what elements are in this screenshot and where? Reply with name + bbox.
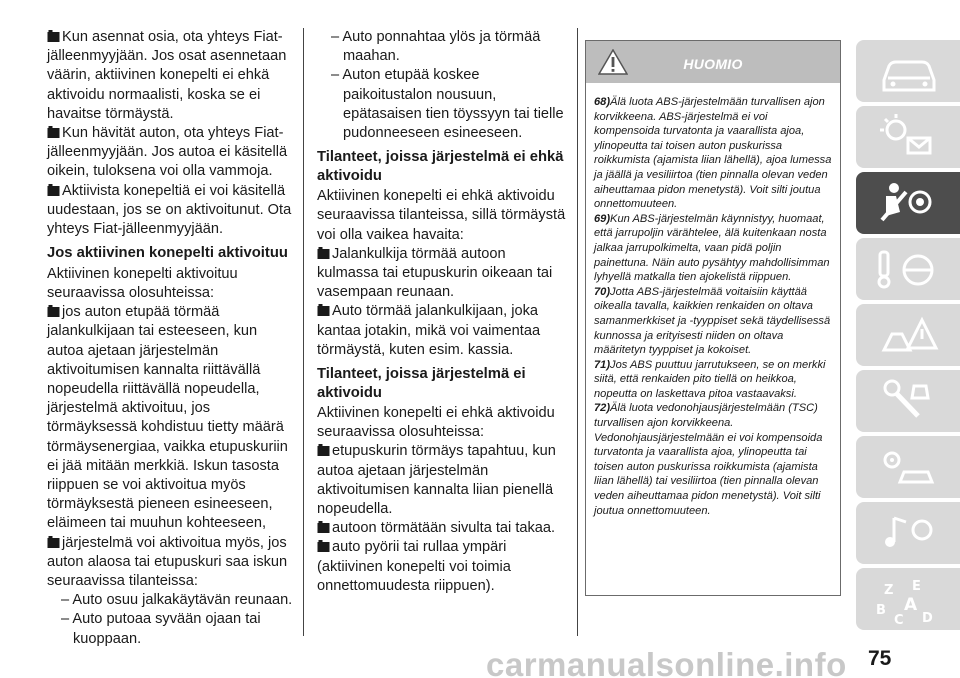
- column-divider: [577, 28, 578, 636]
- text-column-left: [47, 28, 295, 649]
- car-front-icon: [856, 40, 960, 102]
- paragraph: Aktiivinen konepelti aktivoituu seuraavissa olosuhteissa:: [47, 265, 238, 301]
- bullet-icon: [47, 305, 60, 317]
- paragraph: auto pyörii tai rullaa ympäri (aktiivinen konepelti voi toimia onnettomuudesta riippuen).: [317, 539, 511, 594]
- bullet-icon: [47, 184, 60, 196]
- warning-box: [585, 40, 841, 596]
- bullet-icon: [317, 304, 330, 316]
- paragraph: Aktiivista konepeltiä ei voi käsitellä uudestaan, jos se on aktivoitunut. Ota yhteys Fiat-jälleenmyyjään.: [47, 182, 292, 238]
- bullet-icon: [47, 30, 60, 42]
- bullet-icon: [317, 444, 330, 456]
- section-heading: Tilanteet, joissa järjestelmä ei ehkä aktivoidu: [317, 149, 564, 184]
- svg-text:C: C: [894, 613, 904, 628]
- warning-item: 70)Jotta ABS-järjestelmää voitaisiin käyttää oikealla tavalla, kaikkien renkaiden on oltava samanmerkkiset ja -tyyppiset sekä täydellisessä kunnossa ja erityisesti niiden on oltava määritetyn tyyppiset ja kokoiset.: [594, 285, 831, 357]
- section-heading: Tilanteet, joissa järjestelmä ei aktivoidu: [317, 366, 526, 401]
- tab-dashboard[interactable]: [856, 40, 960, 102]
- lights-icon: [856, 106, 960, 168]
- music-note-icon: [856, 502, 960, 564]
- svg-text:B: B: [876, 603, 886, 618]
- paragraph: järjestelmä voi aktivoitua myös, jos auton alaosa tai etupuskuri saa iskun seuraavissa tilanteissa:: [47, 534, 288, 589]
- paragraph: jos auton etupää törmää jalankulkijaan tai esteeseen, kun autoa ajetaan järjestelmän aktivoitumisen kannalta riittävällä nopeudella riittävällä nopeudella, järjestelmä aktivoituu, jos törmäyksessä kohdistuu tietty määrä törmäysenergiaa, vaikka etupuskuriin ei jää mitään merkkiä. Iskun tasosta riippuen se voi aktivoitua myös törmäyksestä pieneen esineeseen, eläimeen tai muuhun kohteeseen,: [47, 304, 288, 532]
- tab-maintenance[interactable]: [856, 370, 960, 432]
- bullet-icon: [47, 536, 60, 548]
- tab-starting-driving[interactable]: [856, 238, 960, 300]
- paragraph: Kun asennat osia, ota yhteys Fiat-jälleenmyyjään. Jos osat asennetaan väärin, aktiivinen konepelti ei ehkä aktivoidu normaalisti, koska se ei havaitse törmäystä.: [47, 29, 287, 122]
- paragraph: etupuskurin törmäys tapahtuu, kun autoa ajetaan järjestelmän aktivoitumisen kannalta liian pienellä nopeudella.: [317, 443, 556, 518]
- section-heading: Jos aktiivinen konepelti aktivoituu: [47, 245, 288, 262]
- paragraph: Aktiivinen konepelti ei ehkä aktivoidu seuraavissa olosuhteissa:: [317, 405, 555, 441]
- warning-item: 72)Älä luota vedonohjausjärjestelmään (TSC) turvallisen ajon korvikkeena. Vedonohjausjärjestelmään ei voi kompensoida turvatonta ja vaarallista ajoa, ylinopeutta tai toisen auton puskurissa roikkumista (ajamista liian lähellä) tai vesiliirtoa (tien pinnalla olevan veden aiheuttamaa pidon menetystä). Voit silti joutua onnettomuuteen.: [594, 402, 823, 517]
- emergency-triangle-icon: [856, 304, 960, 366]
- tab-lights[interactable]: [856, 106, 960, 168]
- bullet-icon: [317, 247, 330, 259]
- text-column-middle: [317, 28, 571, 596]
- dash-item: – Auton etupää koskee paikoitustalon nousuun, epätasaisen tien töyssyyn tai tielle pudonneeseen esineeseen.: [331, 67, 564, 142]
- alphabet-index-icon: [856, 568, 960, 630]
- column-divider: [303, 28, 304, 636]
- svg-text:Z: Z: [884, 583, 894, 598]
- warning-item: 68)Älä luota ABS-järjestelmään turvallisen ajon korvikkeena. ABS-järjestelmä ei voi kompensoida turvatonta ja vaarallista ajoa, ylinopeutta tai toisen auton puskurissa roikkumista (ajamista liian lähellä), ajoa lumessa ja jäällä ja vesiliirtoa (tien pinnalla olevan veden aiheuttamaa pidon menetystä). Voit silti joutua onnettomuuteen.: [594, 96, 832, 211]
- tab-emergency[interactable]: [856, 304, 960, 366]
- bullet-icon: [47, 126, 60, 138]
- dash-item: – Auto osuu jalkakäytävän reunaan.: [61, 592, 293, 609]
- warning-item: 69)Kun ABS-järjestelmän käynnistyy, huomaat, että jarrupoljin värähtelee, älä kuitenkaan nosta jalkaa jarrupolkimelta, vaan pidä poljin painettuna. Näin auto pysähtyy mahdollisimman lyhyellä matkalla tien ajokelistä riippuen.: [594, 212, 830, 284]
- page-number: 75: [868, 647, 892, 670]
- paragraph: autoon törmätään sivulta tai takaa.: [317, 519, 571, 538]
- bullet-icon: [317, 540, 330, 552]
- tab-multimedia[interactable]: [856, 502, 960, 564]
- dash-item: – Auto ponnahtaa ylös ja törmää maahan.: [331, 29, 541, 65]
- dash-item: – Auto putoaa syvään ojaan tai kuoppaan.: [61, 611, 261, 647]
- paragraph: Auto törmää jalankulkijaan, joka kantaa jotakin, mikä voi vaimentaa törmäystä, kuten esim. kassia.: [317, 303, 541, 358]
- tab-technical-data[interactable]: [856, 436, 960, 498]
- paragraph: Kun hävität auton, ota yhteys Fiat-jälleenmyyjään. Jos autoa ei käsitellä oikein, tuloksena voi olla vammoja.: [47, 125, 288, 180]
- svg-text:E: E: [912, 579, 921, 594]
- watermark: carmanualsonline.info: [486, 646, 847, 678]
- warning-body: [586, 83, 840, 518]
- gear-car-icon: [856, 436, 960, 498]
- paragraph: Aktiivinen konepelti ei ehkä aktivoidu seuraavissa tilanteissa, sillä törmäystä voi olla vaikea havaita:: [317, 188, 566, 243]
- warning-title: HUOMIO: [683, 56, 743, 72]
- svg-text:A: A: [904, 595, 918, 615]
- airbag-seat-icon: [856, 172, 960, 234]
- key-steering-icon: [856, 238, 960, 300]
- paragraph: Jalankulkija törmää autoon kulmassa tai etupuskurin oikeaan tai vasempaan reunaan.: [317, 245, 553, 301]
- tab-index[interactable]: [856, 568, 960, 630]
- bullet-icon: [317, 521, 330, 533]
- warning-item: 71)Jos ABS puuttuu jarrutukseen, se on merkki siitä, että renkaiden pito tiellä on heikkoa, nopeutta on laskettava pitoa vastaavaksi.: [594, 358, 826, 400]
- wrench-icon: [856, 370, 960, 432]
- tab-safety[interactable]: [856, 172, 960, 234]
- warning-header: [586, 41, 840, 83]
- svg-text:D: D: [922, 611, 933, 626]
